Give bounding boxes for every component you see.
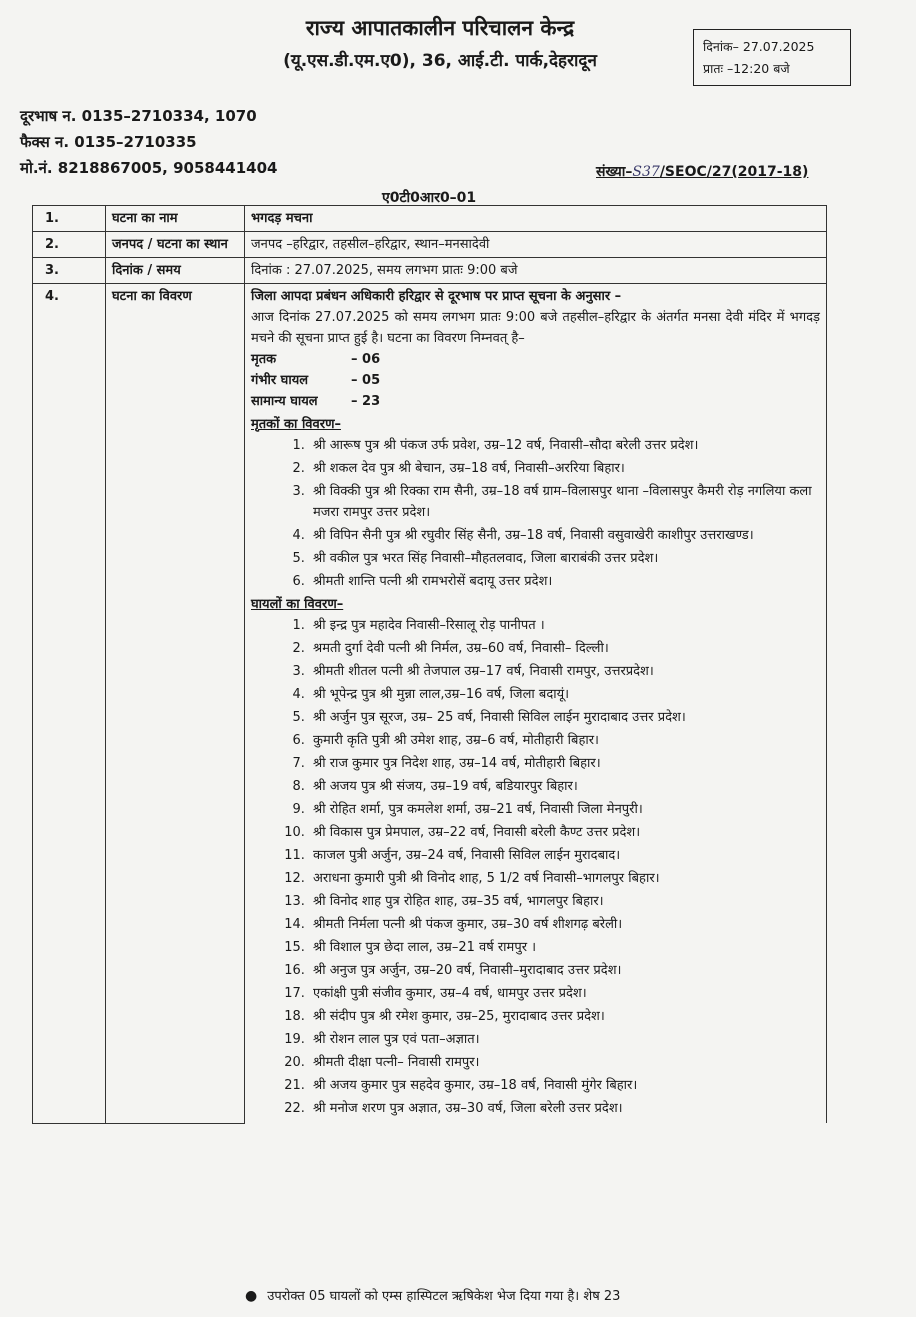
injured-person-item: 8. श्री अजय पुत्र श्री संजय, उम्र–19 वर्ष, बडियारपुर बिहार। [309,776,820,797]
dead-heading: मृतकों का विवरण– [251,417,341,432]
stat-label: मृतक [251,352,277,367]
stat-row [251,391,820,412]
stat-value: – 06 [351,352,381,367]
injured-person-item: 15. श्री विशाल पुत्र छेदा लाल, उम्र–21 वर्ष रामपुर । [309,937,820,958]
stat-value: – 05 [351,373,381,388]
stat-row [251,349,820,370]
reference-code: /SEOC/27(2017-18) [659,164,809,180]
table-row [33,284,827,1124]
table-row [33,232,827,258]
stat-label: सामान्य घायल [251,394,318,409]
row-value: दिनांक : 27.07.2025, समय लगभग प्रातः 9:00 बजे [245,258,827,284]
details-intro: आज दिनांक 27.07.2025 को समय लगभग प्रातः 9:00 बजे तहसील–हरिद्वार के अंतर्गत मनसा देवी मंदिर में भगदड़ मचने की सूचना प्राप्त हुई है। घटना का विवरण निम्नवत् है– [251,310,820,346]
reference-number [596,162,808,181]
bullet-icon: ● [245,1288,258,1304]
row-label: जनपद / घटना का स्थान [106,232,245,258]
form-code: ए0टी0आर0–01 [382,190,477,206]
mobile-line: मो.नं. 8218867005, 9058441404 [20,159,278,177]
injured-person-item: 12. अराधना कुमारी पुत्री श्री विनोद शाह, 5 1/2 वर्ष निवासी–भागलपुर बिहार। [309,868,820,889]
row-number: 1. [33,206,106,232]
row-number: 3. [33,258,106,284]
dead-person-item: 5. श्री वकील पुत्र भरत सिंह निवासी–मौहतलवाद, जिला बाराबंकी उत्तर प्रदेश। [309,548,820,569]
injured-person-item: 22. श्री मनोज शरण पुत्र अज्ञात, उम्र–30 वर्ष, जिला बरेली उत्तर प्रदेश। [309,1098,820,1119]
note-paragraph [245,1286,825,1304]
injured-list [251,615,820,1119]
injured-person-item: 10. श्री विकास पुत्र प्रेमपाल, उम्र–22 वर्ष, निवासी बरेली कैण्ट उत्तर प्रदेश। [309,822,820,843]
stat-value: – 23 [351,394,381,409]
table-row [33,258,827,284]
injured-person-item: 14. श्रीमती निर्मला पत्नी श्री पंकज कुमार, उम्र–30 वर्ष शीशगढ़ बरेली। [309,914,820,935]
dead-person-item: 6. श्रीमती शान्ति पत्नी श्री रामभरोसें बदायू उत्तर प्रदेश। [309,571,820,592]
injured-person-item: 19. श्री रोशन लाल पुत्र एवं पता–अज्ञात। [309,1029,820,1050]
incident-details [245,284,827,1124]
injured-person-item: 18. श्री संदीप पुत्र श्री रमेश कुमार, उम्र–25, मुरादाबाद उत्तर प्रदेश। [309,1006,820,1027]
note-text: उपरोक्त 05 घायलों को एम्स हास्पिटल ऋषिकेश भेज दिया गया है। शेष 23 [267,1289,621,1304]
injured-person-item: 7. श्री राज कुमार पुत्र निदेश शाह, उम्र–14 वर्ष, मोतीहारी बिहार। [309,753,820,774]
stat-row [251,370,820,391]
injured-person-item: 17. एकांक्षी पुत्री संजीव कुमार, उम्र–4 वर्ष, धामपुर उत्तर प्रदेश। [309,983,820,1004]
row-number: 4. [33,284,106,1124]
dead-person-item: 3. श्री विक्की पुत्र श्री रिक्का राम सैनी, उम्र–18 वर्ष ग्राम–विलासपुर थाना –विलासपुर कैमरी रोड़ नगलिया कला मजरा रामपुर उत्तर प्रदेश। [309,481,820,523]
incident-table [32,205,827,1124]
injured-person-item: 6. कुमारी कृति पुत्री श्री उमेश शाह, उम्र–6 वर्ष, मोतीहारी बिहार। [309,730,820,751]
dead-person-item: 4. श्री विपिन सैनी पुत्र श्री रघुवीर सिंह सैनी, उम्र–18 वर्ष, निवासी वसुवाखेरी काशीपुर उत्तराखण्ड। [309,525,820,546]
stat-label: गंभीर घायल [251,373,309,388]
date-time-box [693,29,851,86]
row-value: जनपद –हरिद्वार, तहसील–हरिद्वार, स्थान–मनसादेवी [245,232,827,258]
office-address: (यू.एस.डी.एम.ए0), 36, आई.टी. पार्क,देहरादून [283,51,597,71]
row-value: भगदड़ मचना [245,206,827,232]
time-line: प्रातः –12:20 बजे [703,61,790,76]
injured-heading: घायलों का विवरण– [251,597,344,612]
injured-person-item: 5. श्री अर्जुन पुत्र सूरज, उम्र– 25 वर्ष, निवासी सिविल लाईन मुरादाबाद उत्तर प्रदेश। [309,707,820,728]
phone-line: दूरभाष न. 0135–2710334, 1070 [20,107,257,125]
row-label: घटना का नाम [106,206,245,232]
injured-person-item: 21. श्री अजय कुमार पुत्र सहदेव कुमार, उम्र–18 वर्ष, निवासी मुंगेर बिहार। [309,1075,820,1096]
injured-person-item: 1. श्री इन्द्र पुत्र महादेव निवासी–रिसालू रोड़ पानीपत । [309,615,820,636]
fax-line: फैक्स न. 0135–2710335 [20,133,197,151]
dead-person-item: 1. श्री आरूष पुत्र श्री पंकज उर्फ प्रवेश, उम्र–12 वर्ष, निवासी–सौदा बरेली उत्तर प्रदेश। [309,435,820,456]
injured-person-item: 16. श्री अनुज पुत्र अर्जुन, उम्र–20 वर्ष, निवासी–मुरादाबाद उत्तर प्रदेश। [309,960,820,981]
injured-person-item: 11. काजल पुत्री अर्जुन, उम्र–24 वर्ष, निवासी सिविल लाईन मुरादबाद। [309,845,820,866]
date-line: दिनांक– 27.07.2025 [703,39,815,54]
injured-person-item: 4. श्री भूपेन्द्र पुत्र श्री मुन्ना लाल,उम्र–16 वर्ष, जिला बदायूं। [309,684,820,705]
injured-person-item: 3. श्रीमती शीतल पत्नी श्री तेजपाल उम्र–17 वर्ष, निवासी रामपुर, उत्तरप्रदेश। [309,661,820,682]
dead-person-item: 2. श्री शकल देव पुत्र श्री बेचान, उम्र–18 वर्ष, निवासी–अररिया बिहार। [309,458,820,479]
row-label: घटना का विवरण [106,284,245,1124]
casualty-stats [251,349,820,412]
row-label: दिनांक / समय [106,258,245,284]
details-intro-bold: जिला आपदा प्रबंधन अधिकारी हरिद्वार से दूरभाष पर प्राप्त सूचना के अनुसार – [251,289,622,304]
injured-person-item: 9. श्री रोहित शर्मा, पुत्र कमलेश शर्मा, उम्र–21 वर्ष, निवासी जिला मेनपुरी। [309,799,820,820]
injured-person-item: 13. श्री विनोद शाह पुत्र रोहित शाह, उम्र–35 वर्ष, भागलपुर बिहार। [309,891,820,912]
injured-person-item: 2. श्रमती दुर्गा देवी पत्नी श्री निर्मल, उम्र–60 वर्ष, निवासी– दिल्ली। [309,638,820,659]
reference-prefix: संख्या– [596,164,633,180]
handwritten-number: S37 [632,164,660,180]
table-row [33,206,827,232]
dead-list [251,435,820,592]
row-number: 2. [33,232,106,258]
office-title: राज्य आपातकालीन परिचालन केन्द्र [305,16,575,40]
injured-person-item: 20. श्रीमती दीक्षा पत्नी– निवासी रामपुर। [309,1052,820,1073]
